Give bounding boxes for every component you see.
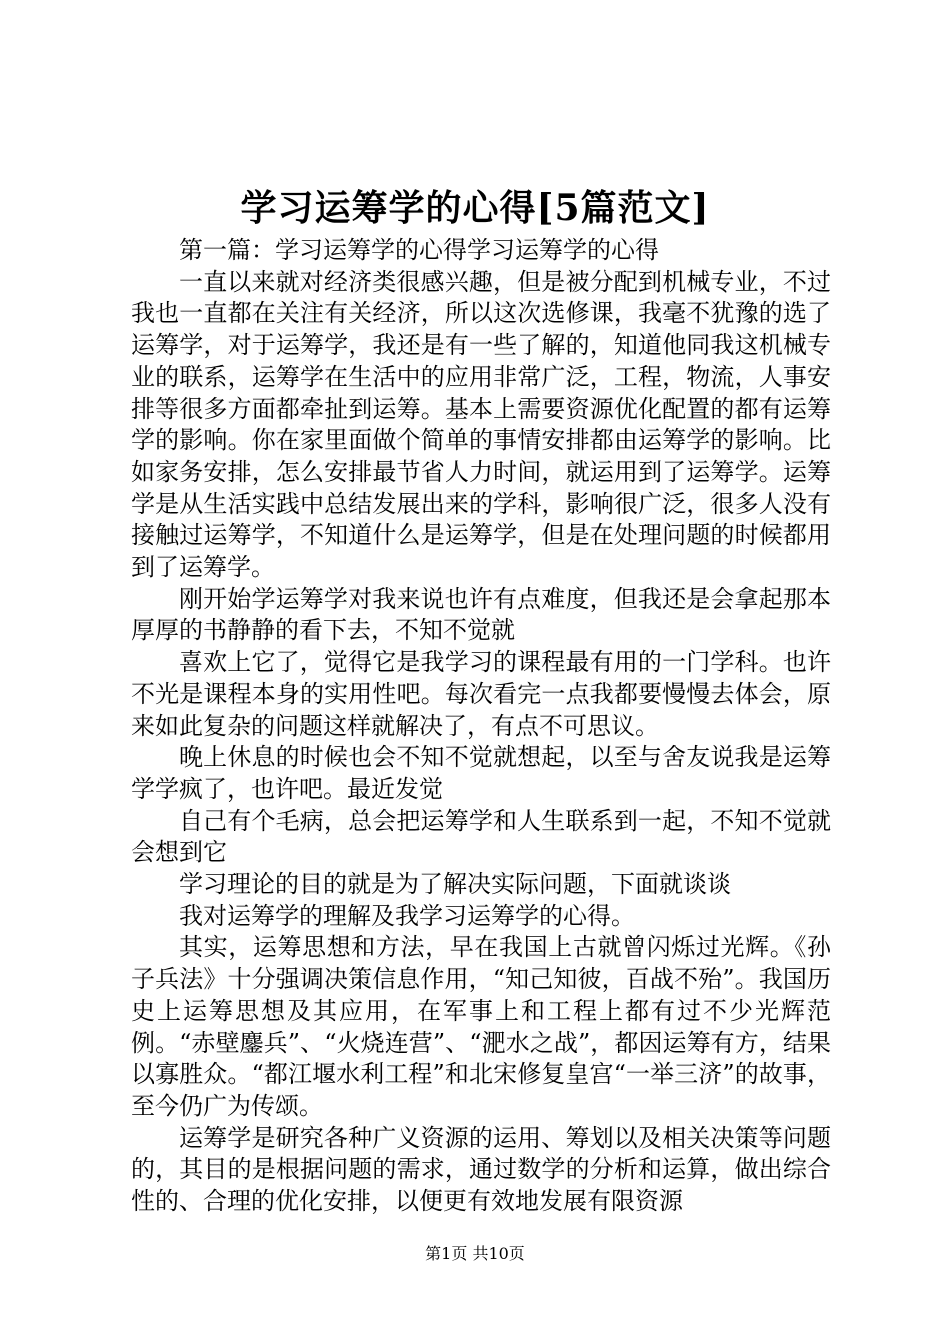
- paragraph: 自己有个毛病，总会把运筹学和人生联系到一起，不知不觉就会想到它: [131, 806, 831, 867]
- paragraph: 一直以来就对经济类很感兴趣，但是被分配到机械专业，不过我也一直都在关注有关经济，所以这次选修课，我毫不犹豫的选了运筹学，对于运筹学，我还是有一些了解的，知道他同我这机械专业的联系，运筹学在生活中的应用非常广泛，工程，物流，人事安排等很多方面都牵扯到运筹。基本上需要资源优化配置的都有运筹学的影响。你在家里面做个简单的事情安排都由运筹学的影响。比如家务安排，怎么安排最节省人力时间，就运用到了运筹学。运筹学是从生活实践中总结发展出来的学科，影响很广泛，很多人没有接触过运筹学，不知道什么是运筹学，但是在处理问题的时候都用到了运筹学。: [131, 267, 831, 582]
- document-title: 学习运筹学的心得[5篇范文]: [240, 187, 710, 229]
- paragraph: 我对运筹学的理解及我学习运筹学的心得。: [179, 901, 635, 930]
- paragraph: 学习理论的目的就是为了解决实际问题，下面就谈谈: [179, 870, 731, 899]
- paragraph: 运筹学是研究各种广义资源的运用、筹划以及相关决策等问题的，其目的是根据问题的需求，通过数学的分析和运算，做出综合性的、合理的优化安排，以便更有效地发展有限资源: [131, 1123, 831, 1216]
- paragraph: 其实，运筹思想和方法，早在我国上古就曾闪烁过光辉。《孙子兵法》十分强调决策信息作用，“知己知彼，百战不殆”。我国历史上运筹思想及其应用，在军事上和工程上都有过不少光辉范例。“赤壁鏖兵”、“火烧连营”、“淝水之战”，都因运筹有方，结果以寡胜众。“都江堰水利工程”和北宋修复皇宫“一举三济”的故事，至今仍广为传颂。: [131, 933, 831, 1120]
- paragraph: 刚开始学运筹学对我来说也许有点难度，但我还是会拿起那本厚厚的书静静的看下去，不知不觉就: [131, 584, 831, 645]
- paragraph: 晚上休息的时候也会不知不觉就想起，以至与舍友说我是运筹学学疯了，也许吧。最近发觉: [131, 743, 831, 803]
- page-number-footer: 第1页 共10页: [425, 1244, 525, 1263]
- paragraph-heading: 第一篇：学习运筹学的心得学习运筹学的心得: [179, 236, 659, 264]
- paragraph: 喜欢上它了，觉得它是我学习的课程最有用的一门学科。也许不光是课程本身的实用性吧。每次看完一点我都要慢慢去体会，原来如此复杂的问题这样就解决了，有点不可思议。: [131, 648, 831, 740]
- document-body: [131, 235, 831, 1218]
